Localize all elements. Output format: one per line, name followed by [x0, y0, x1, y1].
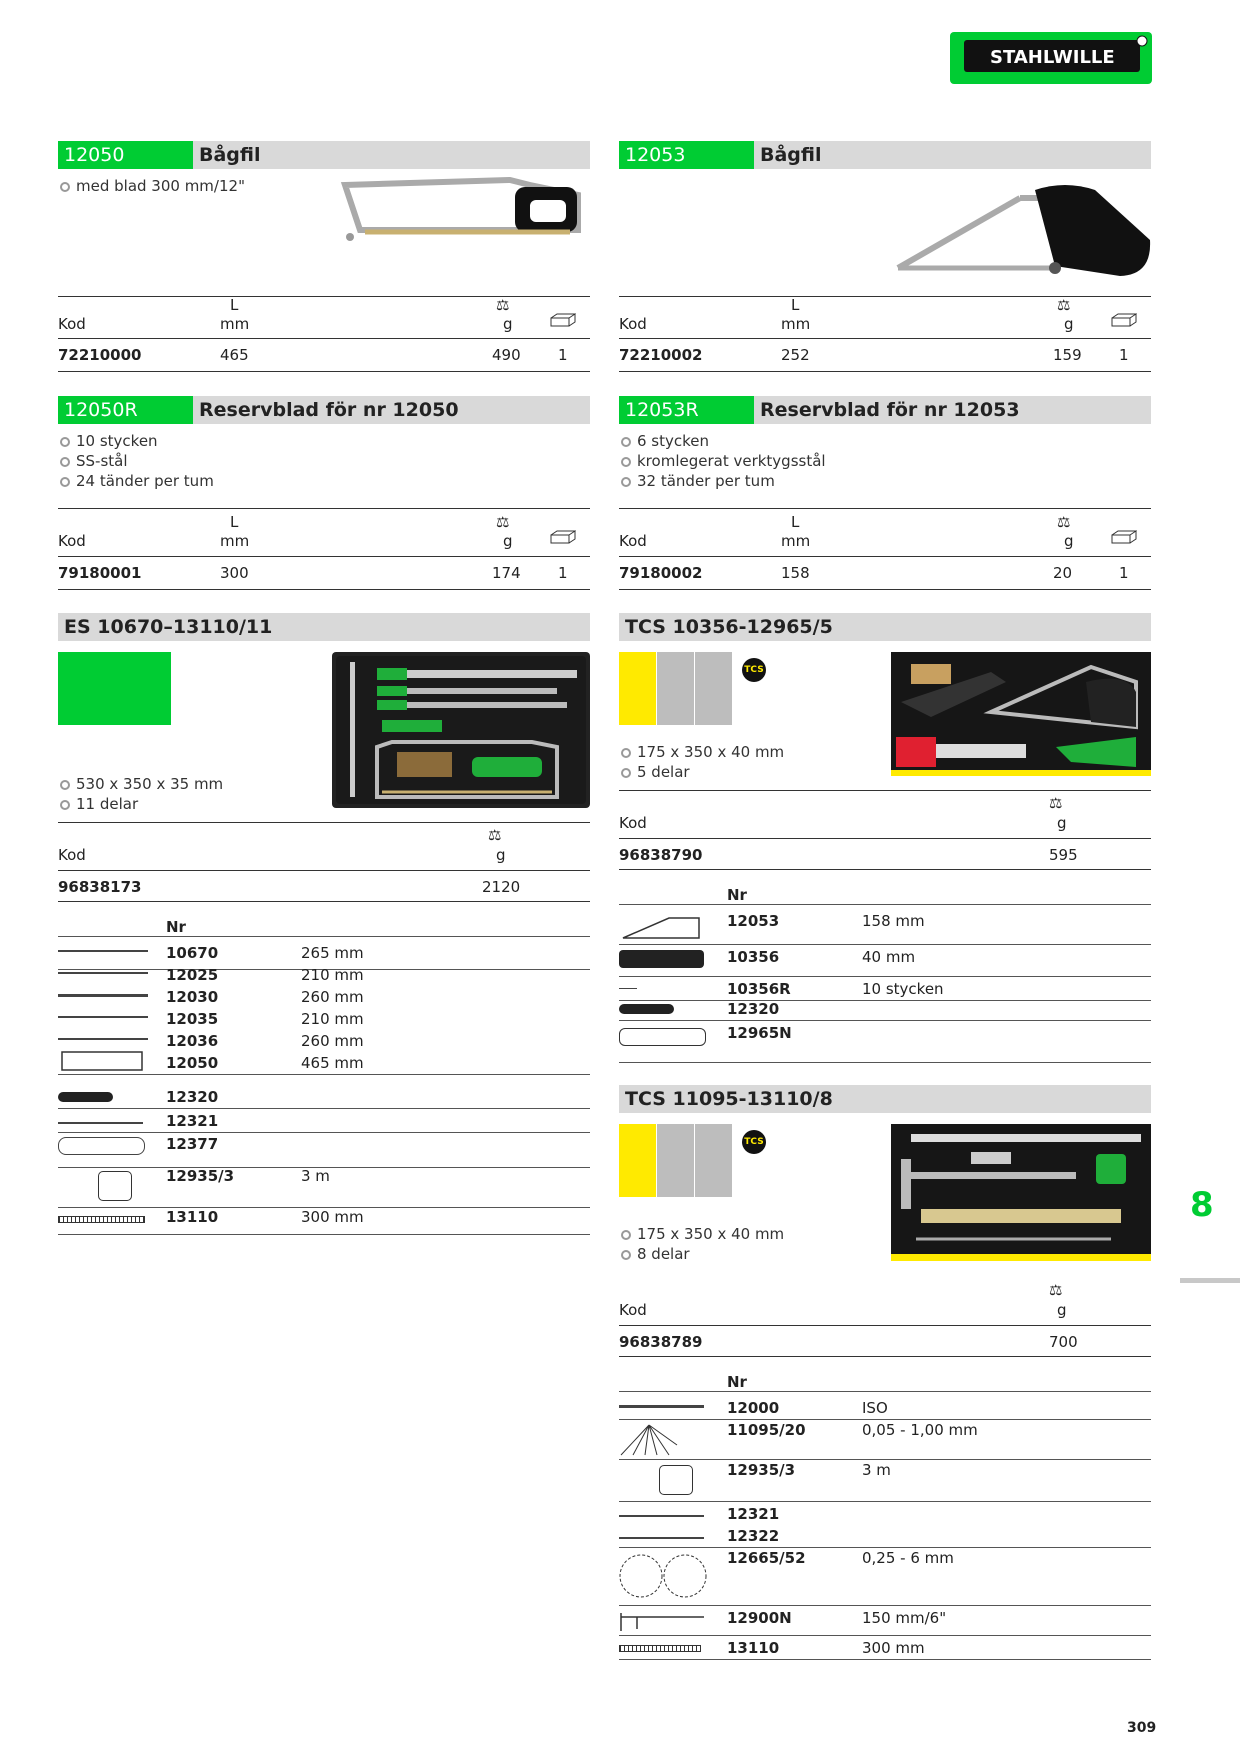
- bullet-item: 11 delar: [58, 794, 223, 814]
- caliper-icon: [619, 1611, 709, 1637]
- list-item: 11095/20 0,05 - 1,00 mm: [619, 1421, 1151, 1460]
- bullet-item: 530 x 350 x 35 mm: [58, 774, 223, 794]
- col-g: g: [496, 846, 506, 864]
- bullet-item: kromlegerat verktygsstål: [619, 451, 826, 471]
- list-item: 12320: [58, 1088, 590, 1109]
- product-number: 12053R: [619, 396, 754, 424]
- set-header-es: [58, 613, 590, 641]
- col-g: g: [503, 315, 513, 333]
- col-mm: mm: [781, 532, 811, 550]
- kod-value: 72210002: [619, 346, 703, 364]
- scale-icon: ⚖: [1049, 794, 1063, 812]
- bullet-item: 5 delar: [619, 762, 784, 782]
- scraper-icon: [58, 1122, 143, 1124]
- tcs1-color-swatch: [619, 652, 733, 725]
- spec-table-12050: [58, 296, 590, 372]
- kod-value: 79180001: [58, 564, 142, 582]
- length-value: 252: [781, 346, 810, 364]
- scriber-icon: [619, 1537, 704, 1539]
- package-icon: [1111, 530, 1137, 548]
- product-header-12053: [619, 141, 1151, 169]
- hacksaw-icon: [619, 912, 709, 946]
- tcs-badge-icon: TCS: [742, 658, 766, 682]
- bullet-item: 8 delar: [619, 1244, 784, 1264]
- list-item: 12320: [619, 1000, 1151, 1021]
- col-l: L: [791, 513, 800, 531]
- col-kod: Kod: [619, 814, 647, 832]
- kod-value: 79180002: [619, 564, 703, 582]
- es-color-swatch: [58, 652, 171, 725]
- bullets-tcs1: [619, 742, 784, 782]
- bullet-item: 24 tänder per tum: [58, 471, 214, 491]
- hacksaw-12053-image: [890, 180, 1152, 284]
- list-item: 12000 ISO: [619, 1399, 1151, 1420]
- svg-text:STAHLWILLE: STAHLWILLE: [990, 47, 1115, 68]
- set-title: TCS 10356-12965/5: [625, 616, 833, 638]
- screwdriver-icon: [58, 1016, 148, 1018]
- length-value: 158: [781, 564, 810, 582]
- scale-icon: ⚖: [1057, 513, 1071, 531]
- kod-value: 96838173: [58, 878, 142, 896]
- scale-icon: ⚖: [488, 826, 502, 844]
- feeler-gauge-icon: [619, 1421, 679, 1461]
- spec-table-es: [58, 822, 590, 902]
- kod-value: 96838789: [619, 1333, 703, 1351]
- col-nr: Nr: [727, 886, 747, 904]
- tcs-badge-icon: TCS: [742, 1130, 766, 1154]
- list-item: 12322: [619, 1527, 1151, 1548]
- product-header-12050: [58, 141, 590, 169]
- bullets-12050: [58, 176, 245, 196]
- pack-value: 1: [558, 564, 568, 582]
- col-l: L: [230, 296, 239, 314]
- bullet-item: 32 tänder per tum: [619, 471, 826, 491]
- list-item: 12321: [58, 1112, 590, 1133]
- list-item: 12900N 150 mm/6": [619, 1609, 1151, 1636]
- list-item: 12965N: [619, 1024, 1151, 1063]
- col-g: g: [1064, 532, 1074, 550]
- bullet-item: 10 stycken: [58, 431, 214, 451]
- product-header-12053R: [619, 396, 1151, 424]
- tcs1-tray-photo: [891, 652, 1151, 776]
- tcs2-contents-list: Nr 12000 ISO 11095/20 0,05 - 1,00 mm 12935/3 3 m 12321 12322 12665/52 0,25 - 6 mm 12900N 150 mm/6" 13110 300 mm: [619, 1369, 1151, 1659]
- weight-value: 700: [1049, 1333, 1078, 1351]
- screwdriver-icon: [58, 1038, 148, 1040]
- product-title: Reservblad för nr 12053: [760, 399, 1020, 421]
- list-item: 12377: [58, 1135, 590, 1168]
- tcs2-color-swatch: [619, 1124, 733, 1197]
- col-kod: Kod: [58, 846, 86, 864]
- list-item: 13110 300 mm: [619, 1639, 1151, 1660]
- list-item: 12053 158 mm: [619, 912, 1151, 945]
- product-title: Bågfil: [760, 144, 822, 166]
- pack-value: 1: [1119, 346, 1129, 364]
- product-title: Bågfil: [199, 144, 261, 166]
- knife-icon: [58, 1092, 113, 1102]
- bullet-item: 175 x 350 x 40 mm: [619, 1224, 784, 1244]
- tcs2-tray-photo: [891, 1124, 1151, 1261]
- tape-measure-icon: [98, 1171, 132, 1201]
- saw-handle-icon: [619, 950, 704, 968]
- col-g: g: [503, 532, 513, 550]
- bullets-12053R: [619, 431, 826, 491]
- cutter-icon: [619, 1028, 706, 1046]
- weight-value: 159: [1053, 346, 1082, 364]
- col-kod: Kod: [58, 315, 86, 333]
- col-l: L: [791, 296, 800, 314]
- stahlwille-logo: [950, 32, 1152, 84]
- col-kod: Kod: [619, 1301, 647, 1319]
- list-item: 10670 265 mm: [58, 944, 590, 970]
- blade-icon: [619, 988, 637, 989]
- weight-value: 595: [1049, 846, 1078, 864]
- col-g: g: [1057, 1301, 1067, 1319]
- hacksaw-12050-image: [330, 175, 590, 259]
- col-kod: Kod: [619, 532, 647, 550]
- product-number: 12050: [58, 141, 193, 169]
- col-g: g: [1057, 814, 1067, 832]
- package-icon: [550, 313, 576, 331]
- screwdriver-icon: [58, 950, 148, 952]
- list-item: 13110 300 mm: [58, 1208, 590, 1235]
- col-nr: Nr: [166, 918, 186, 936]
- bullets-es: [58, 774, 223, 814]
- spec-table-tcs1: [619, 790, 1151, 870]
- col-l: L: [230, 513, 239, 531]
- product-title: Reservblad för nr 12050: [199, 399, 459, 421]
- screwdriver-icon: [58, 994, 148, 997]
- weight-value: 490: [492, 346, 521, 364]
- col-kod: Kod: [619, 315, 647, 333]
- ruler-icon: [619, 1645, 701, 1652]
- chapter-tab-number: 8: [1190, 1185, 1214, 1225]
- set-title: TCS 11095-13110/8: [625, 1088, 833, 1110]
- list-item: 12935/3 3 m: [58, 1167, 590, 1208]
- pack-value: 1: [558, 346, 568, 364]
- pack-value: 1: [1119, 564, 1129, 582]
- weight-value: 20: [1053, 564, 1073, 582]
- scale-icon: ⚖: [1057, 296, 1071, 314]
- scraper-icon: [619, 1515, 704, 1517]
- hacksaw-icon: [58, 1048, 148, 1076]
- length-value: 300: [220, 564, 249, 582]
- scale-icon: ⚖: [496, 296, 510, 314]
- knife-icon: [619, 1004, 674, 1014]
- list-item: 12935/3 3 m: [619, 1461, 1151, 1502]
- list-item: 10356 40 mm: [619, 948, 1151, 977]
- set-title: ES 10670–13110/11: [64, 616, 273, 638]
- col-nr: Nr: [727, 1373, 747, 1391]
- es-tray-photo: [332, 652, 590, 808]
- bullet-item: med blad 300 mm/12": [58, 176, 245, 196]
- col-mm: mm: [220, 532, 250, 550]
- product-number: 12050R: [58, 396, 193, 424]
- scale-icon: ⚖: [1049, 1281, 1063, 1299]
- bullets-tcs2: [619, 1224, 784, 1264]
- steel-rule-icon: [619, 1405, 704, 1408]
- weight-value: 2120: [482, 878, 521, 896]
- screwdriver-icon: [58, 972, 148, 974]
- length-value: 465: [220, 346, 249, 364]
- wire-brush-icon: [58, 1137, 145, 1155]
- spec-table-12053R: [619, 508, 1151, 592]
- tape-measure-icon: [659, 1465, 693, 1495]
- radius-gauge-icon: [619, 1551, 709, 1605]
- weight-value: 174: [492, 564, 521, 582]
- bullet-item: SS-stål: [58, 451, 214, 471]
- col-g: g: [1064, 315, 1074, 333]
- list-item: 12665/52 0,25 - 6 mm: [619, 1549, 1151, 1606]
- set-header-tcs1: [619, 613, 1151, 641]
- product-header-12050R: [58, 396, 590, 424]
- bullet-item: 175 x 350 x 40 mm: [619, 742, 784, 762]
- package-icon: [1111, 313, 1137, 331]
- page-number: 309: [1127, 1720, 1157, 1736]
- ruler-icon: [58, 1216, 145, 1223]
- spec-table-12053: [619, 296, 1151, 372]
- bullet-item: 6 stycken: [619, 431, 826, 451]
- kod-value: 72210000: [58, 346, 142, 364]
- product-number: 12053: [619, 141, 754, 169]
- spec-table-tcs2: [619, 1277, 1151, 1357]
- col-mm: mm: [220, 315, 250, 333]
- spec-table-12050R: [58, 508, 590, 592]
- chapter-tab-bar: [1180, 1278, 1240, 1283]
- scale-icon: ⚖: [496, 513, 510, 531]
- bullets-12050R: [58, 431, 214, 491]
- list-item: 12050 465 mm: [58, 1054, 590, 1075]
- col-mm: mm: [781, 315, 811, 333]
- kod-value: 96838790: [619, 846, 703, 864]
- list-item: 10356R 10 stycken: [619, 980, 1151, 1001]
- tcs1-contents-list: [619, 882, 1151, 1062]
- col-kod: Kod: [58, 532, 86, 550]
- set-header-tcs2: [619, 1085, 1151, 1113]
- es-contents-list: Nr 10670 265 mm 12025 210 mm 12030 260 mm 12035 210 mm 12036 260 mm 12050 465 mm 12320 12321 12377 12935/3 3 m 13110 300 mm: [58, 914, 590, 1234]
- package-icon: [550, 530, 576, 548]
